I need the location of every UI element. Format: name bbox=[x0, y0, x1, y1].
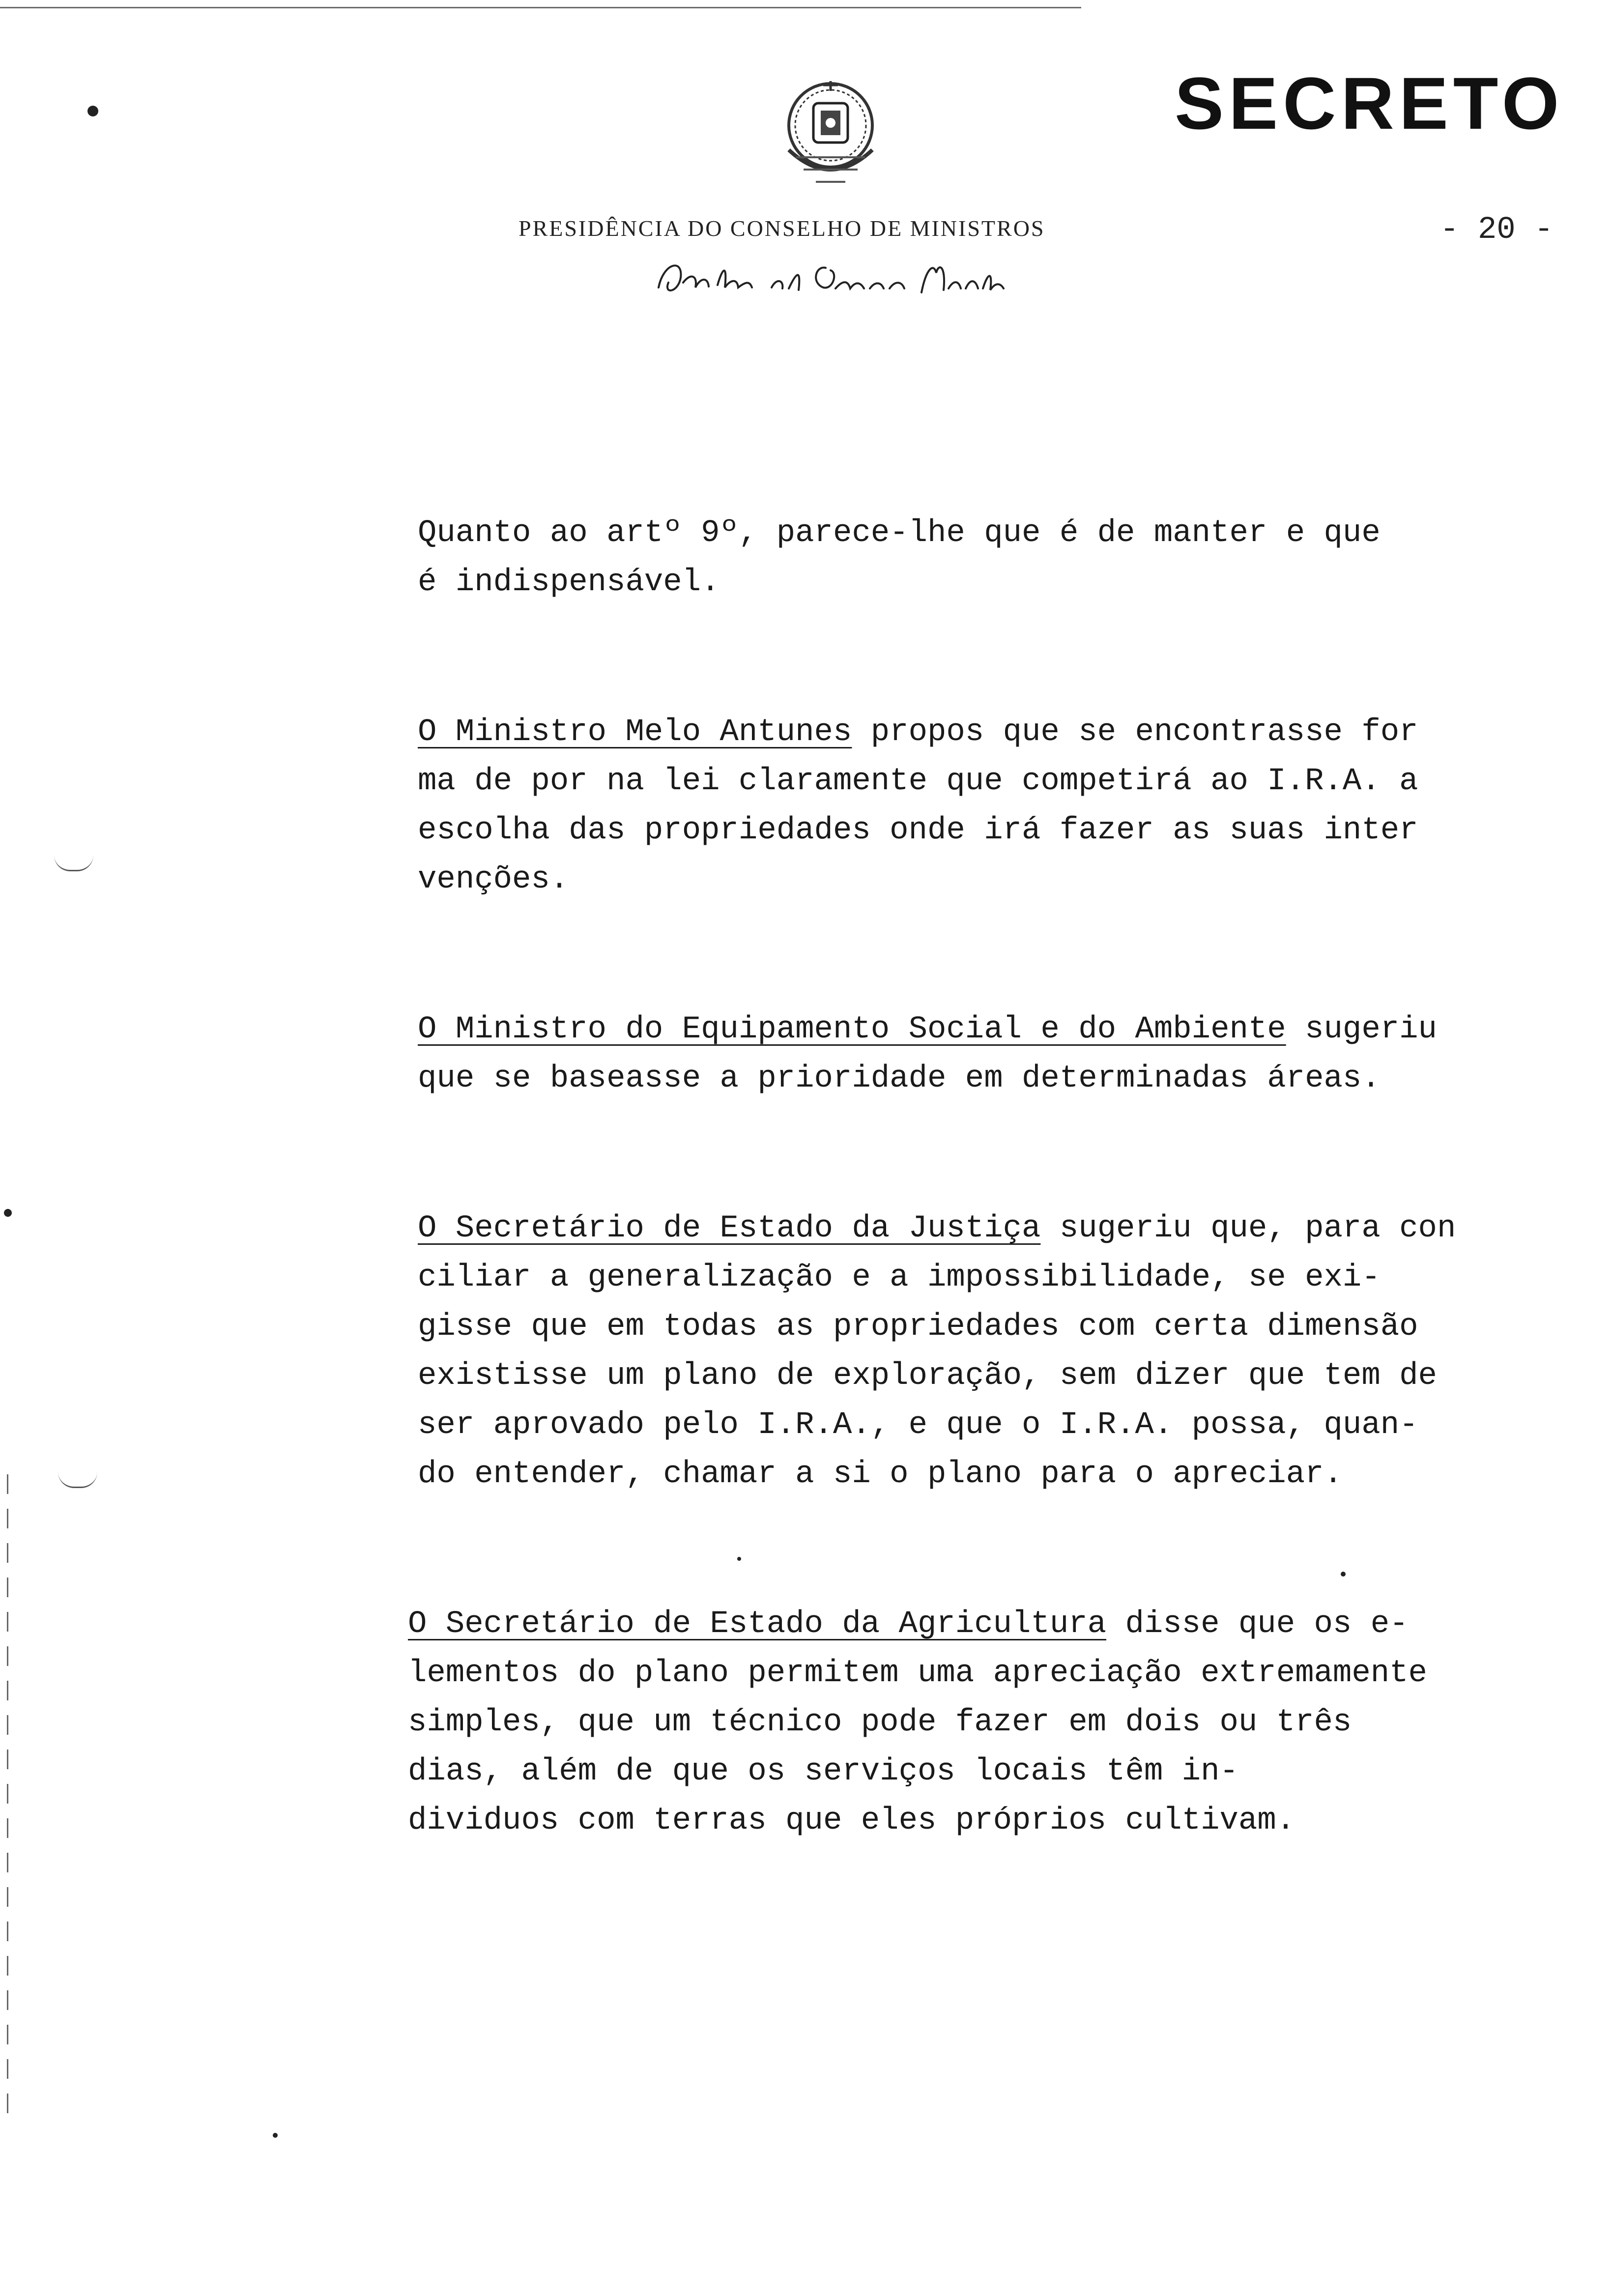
scan-speck bbox=[1341, 1572, 1346, 1577]
text-line: que se baseasse a prioridade em determinadas áreas. bbox=[418, 1061, 1381, 1096]
paragraph-article-9 bbox=[418, 509, 1381, 607]
handwritten-subtitle-signature bbox=[654, 253, 1012, 307]
text-line: lementos do plano permitem uma apreciação extremamente bbox=[408, 1656, 1427, 1691]
speaker-name: O Ministro Melo Antunes bbox=[418, 715, 852, 750]
text-line: disse que os e- bbox=[1106, 1607, 1409, 1642]
text-line: Quanto ao artº 9º, parece-lhe que é de manter e que bbox=[418, 516, 1381, 551]
scan-speck bbox=[737, 1557, 741, 1561]
text-line: escolha das propriedades onde irá fazer as suas inter bbox=[418, 813, 1418, 848]
paragraph-agricultura bbox=[408, 1600, 1427, 1845]
speaker-name: O Ministro do Equipamento Social e do Ambiente bbox=[418, 1012, 1286, 1047]
text-line: ciliar a generalização e a impossibilidade, se exi- bbox=[418, 1260, 1381, 1295]
text-line: sugeriu bbox=[1286, 1012, 1437, 1047]
coat-of-arms-seal bbox=[774, 71, 887, 199]
page-number: - 20 - bbox=[1440, 212, 1554, 248]
margin-mark bbox=[58, 1472, 97, 1488]
secret-stamp: SECRETO bbox=[1175, 62, 1564, 144]
top-border-rule bbox=[0, 7, 1081, 8]
organization-header: PRESIDÊNCIA DO CONSELHO DE MINISTROS bbox=[518, 216, 1045, 241]
text-line: sugeriu que, para con bbox=[1040, 1211, 1456, 1246]
text-line: gisse que em todas as propriedades com certa dimensão bbox=[418, 1309, 1418, 1345]
speaker-name: O Secretário de Estado da Justiça bbox=[418, 1211, 1041, 1246]
text-line: do entender, chamar a si o plano para o apreciar. bbox=[418, 1457, 1343, 1492]
text-line: ser aprovado pelo I.R.A., e que o I.R.A. possa, quan- bbox=[418, 1407, 1418, 1443]
text-line: propos que se encontrasse for bbox=[852, 715, 1418, 750]
paragraph-justica bbox=[418, 1204, 1456, 1499]
scan-speck bbox=[87, 106, 98, 116]
paragraph-equipamento-social bbox=[418, 1005, 1437, 1103]
text-line: simples, que um técnico pode fazer em dois ou três bbox=[408, 1705, 1352, 1740]
scan-speck bbox=[4, 1209, 12, 1217]
margin-mark bbox=[54, 855, 93, 871]
paragraph-melo-antunes bbox=[418, 708, 1418, 904]
scan-speck bbox=[273, 2133, 278, 2138]
binding-edge-line bbox=[7, 1474, 8, 2113]
text-line: venções. bbox=[418, 862, 569, 897]
text-line: existisse um plano de exploração, sem dizer que tem de bbox=[418, 1358, 1437, 1394]
speaker-name: O Secretário de Estado da Agricultura bbox=[408, 1607, 1107, 1642]
text-line: ma de por na lei claramente que competirá ao I.R.A. a bbox=[418, 764, 1418, 799]
text-line: é indispensável. bbox=[418, 565, 720, 600]
text-line: dias, além de que os serviços locais têm in- bbox=[408, 1754, 1238, 1789]
text-line: dividuos com terras que eles próprios cultivam. bbox=[408, 1803, 1295, 1838]
